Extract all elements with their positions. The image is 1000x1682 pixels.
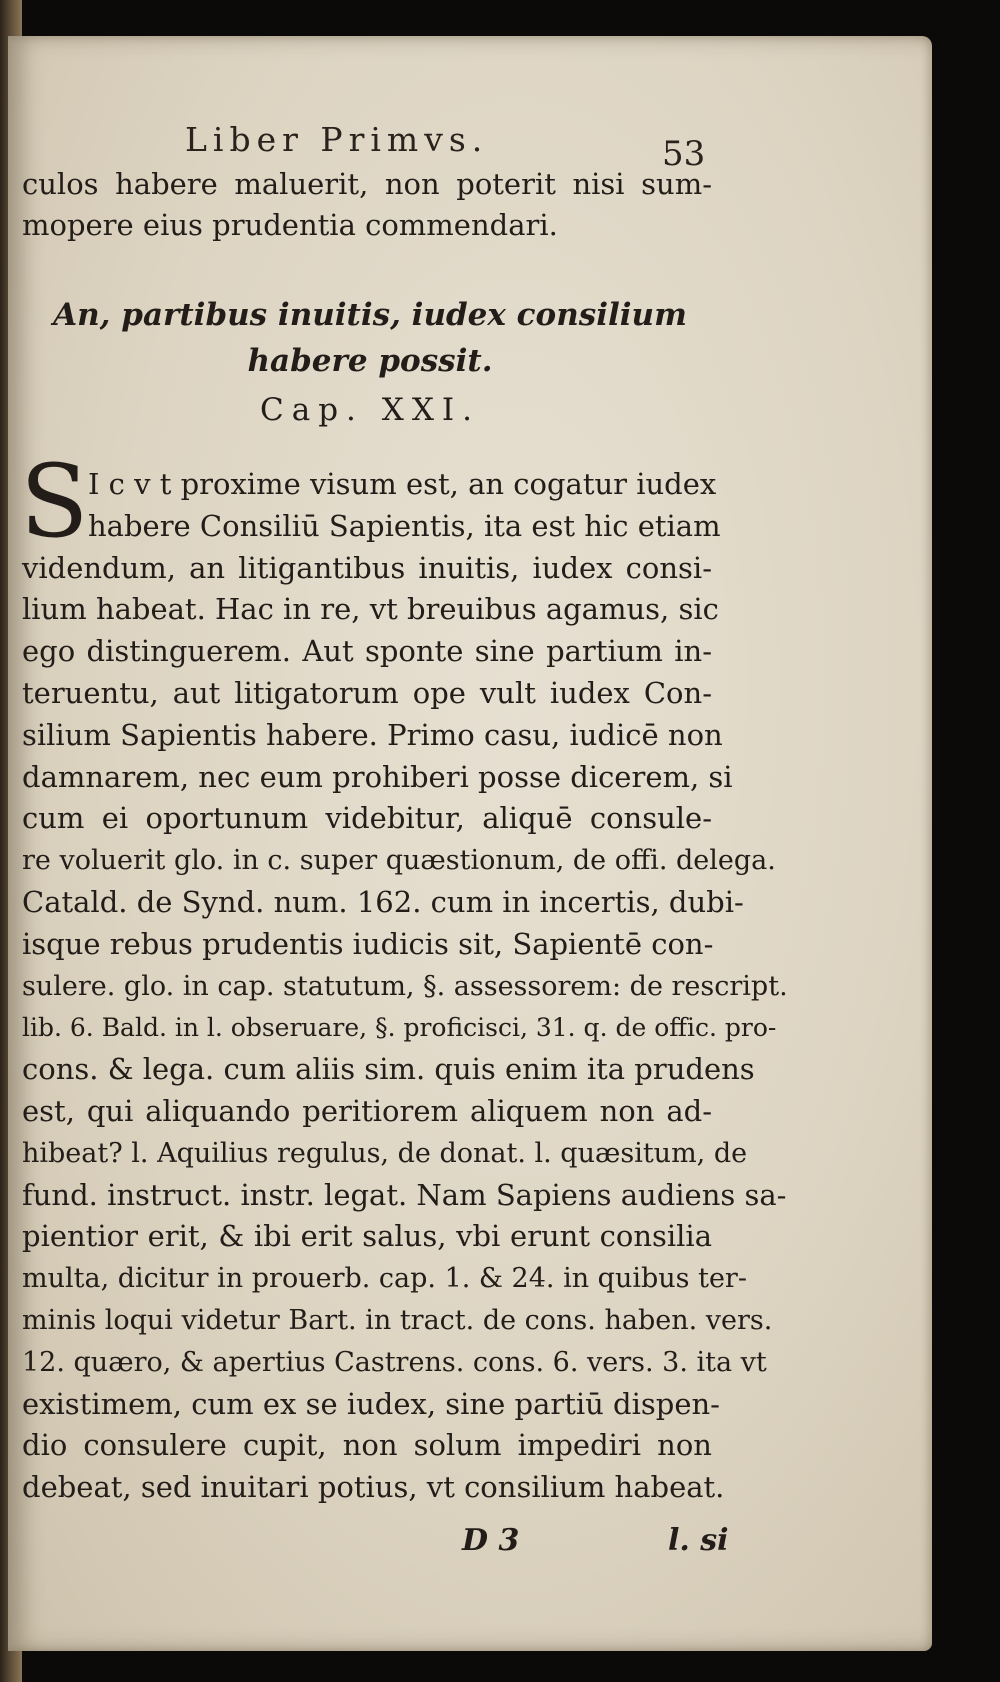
text-line: minis loqui videtur Bart. in tract. de cons. haben. vers. (22, 1304, 773, 1336)
running-title: Liber Primvs. (185, 120, 489, 159)
page-number: 53 (662, 134, 706, 174)
text-line: teruentu, aut litigatorum ope vult iudex Con- (22, 675, 712, 710)
text-line: dio consulere cupit, non solum impediri non (22, 1428, 712, 1463)
chapter-title-line: habere possit. (247, 343, 493, 379)
drop-cap: S (20, 443, 89, 560)
text-line: videndum, an litigantibus inuitis, iudex consi- (22, 550, 712, 585)
catchword: l. si (668, 1523, 729, 1558)
chapter-number: Cap. XXI. (260, 392, 480, 428)
text-line: mopere eius prudentia commendari. (22, 208, 558, 242)
text-line: fund. instruct. instr. legat. Nam Sapiens audiens sa- (22, 1177, 787, 1212)
body-text (20, 443, 788, 1509)
text-line: hibeat? l. Aquilius regulus, de donat. l. quæsitum, de (22, 1137, 748, 1169)
chapter-title (20, 292, 720, 384)
text-line: lium habeat. Hac in re, vt breuibus agamus, sic (22, 592, 719, 627)
text-line: culos habere maluerit, non poterit nisi sum- (22, 167, 712, 201)
signature-mark: D 3 (462, 1523, 520, 1558)
text-line: est, qui aliquando peritiorem aliquem non ad- (22, 1093, 712, 1128)
text-line: re voluerit glo. in c. super quæstionum, de offi. delega. (22, 845, 776, 877)
intro-text (22, 164, 712, 246)
text-line: cum ei oportunum videbitur, aliquē consule- (22, 801, 712, 836)
text-line: existimem, cum ex se iudex, sine partiū dispen- (22, 1386, 720, 1421)
text-line: silium Sapientis habere. Primo casu, iudicē non (22, 717, 723, 752)
text-line: habere Consiliū Sapientis, ita est hic etiam (88, 508, 721, 543)
text-line: Catald. de Synd. num. 162. cum in incertis, dubi- (22, 884, 744, 919)
text-line: debeat, sed inuitari potius, vt consilium habeat. (22, 1470, 725, 1505)
text-line: lib. 6. Bald. in l. obseruare, §. proficisci, 31. q. de offic. pro- (22, 1013, 777, 1043)
text-line: ego distinguerem. Aut sponte sine partium in- (22, 634, 712, 669)
text-line: multa, dicitur in prouerb. cap. 1. & 24. in quibus ter- (22, 1263, 747, 1295)
text-line: isque rebus prudentis iudicis sit, Sapientē con- (22, 926, 714, 961)
text-line: cons. & lega. cum aliis sim. quis enim ita prudens (22, 1052, 755, 1087)
text-line: sulere. glo. in cap. statutum, §. assessorem: de rescript. (22, 970, 788, 1002)
text-line: pientior erit, & ibi erit salus, vbi erunt consilia (22, 1219, 712, 1254)
chapter-title-line: An, partibus inuitis, iudex consilium (53, 297, 687, 333)
text-line: I c v t proxime visum est, an cogatur iudex (88, 467, 717, 501)
text-line: 12. quæro, & apertius Castrens. cons. 6. vers. 3. ita vt (22, 1346, 767, 1378)
text-line: damnarem, nec eum prohiberi posse dicerem, si (22, 759, 733, 794)
